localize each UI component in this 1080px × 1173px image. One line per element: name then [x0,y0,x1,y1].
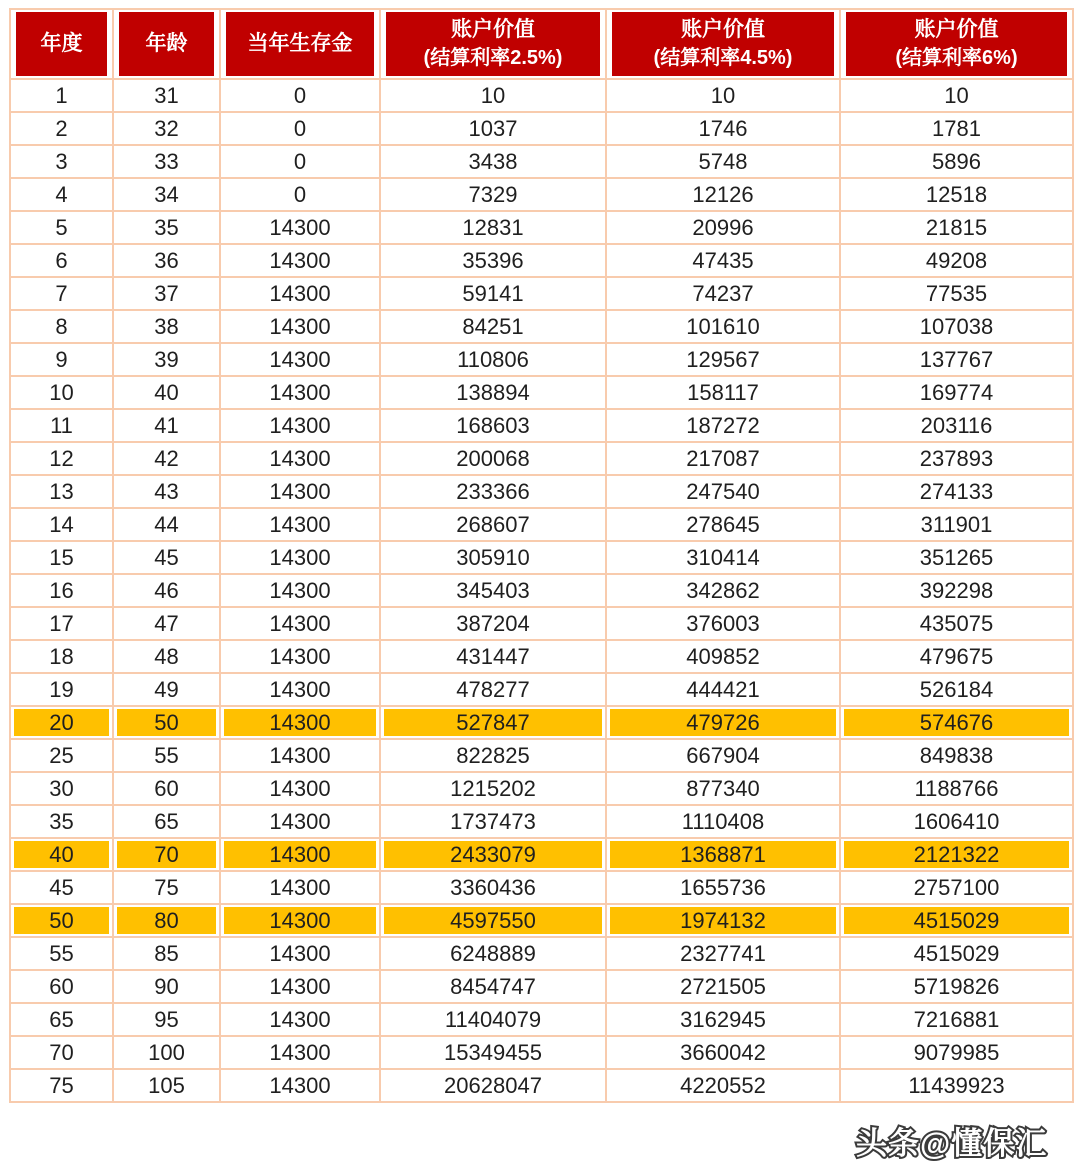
table-cell: 80 [113,904,220,937]
table-cell: 40 [10,838,113,871]
table-cell: 47 [113,607,220,640]
column-title: 当年生存金 [247,31,353,55]
table-cell: 14300 [220,343,380,376]
table-cell: 12831 [380,211,606,244]
table-cell: 20 [10,706,113,739]
column-header-5 [606,9,840,79]
table-cell: 37 [113,277,220,310]
table-cell: 14300 [220,508,380,541]
table-cell: 168603 [380,409,606,442]
table-cell: 3 [10,145,113,178]
table-cell: 247540 [606,475,840,508]
table-cell: 10 [840,79,1073,112]
table-row [10,79,1073,112]
table-cell: 479726 [606,706,840,739]
table-cell: 217087 [606,442,840,475]
table-cell: 43 [113,475,220,508]
table-cell: 50 [113,706,220,739]
table-cell: 1974132 [606,904,840,937]
table-cell: 35 [10,805,113,838]
table-cell: 8 [10,310,113,343]
table-cell: 137767 [840,343,1073,376]
table-cell: 305910 [380,541,606,574]
table-row [10,805,1073,838]
table-cell: 2327741 [606,937,840,970]
table-cell: 351265 [840,541,1073,574]
column-title: 账户价值 [914,18,999,42]
table-cell: 278645 [606,508,840,541]
table-cell: 877340 [606,772,840,805]
table-cell: 75 [10,1069,113,1102]
table-cell: 237893 [840,442,1073,475]
table-cell: 11404079 [380,1003,606,1036]
table-cell: 65 [10,1003,113,1036]
column-title: 账户价值 [681,18,765,42]
table-cell: 44 [113,508,220,541]
table-cell: 50 [10,904,113,937]
table-cell: 45 [113,541,220,574]
table-row [10,112,1073,145]
table-row [10,409,1073,442]
table-cell: 14300 [220,871,380,904]
table-cell: 11 [10,409,113,442]
table-cell: 2121322 [840,838,1073,871]
table-cell: 0 [220,145,380,178]
table-cell: 1368871 [606,838,840,871]
column-title: 年龄 [145,31,188,55]
table-row [10,772,1073,805]
table-cell: 1606410 [840,805,1073,838]
table-cell: 14300 [220,310,380,343]
table-cell: 75 [113,871,220,904]
table-cell: 479675 [840,640,1073,673]
table-row [10,343,1073,376]
header-row [10,9,1073,79]
table-cell: 39 [113,343,220,376]
table-cell: 14300 [220,607,380,640]
table-cell: 0 [220,79,380,112]
table-cell: 40 [113,376,220,409]
table-cell: 667904 [606,739,840,772]
table-cell: 33 [113,145,220,178]
table-cell: 11439923 [840,1069,1073,1102]
table-cell: 10 [380,79,606,112]
table-cell: 36 [113,244,220,277]
table-cell: 14300 [220,574,380,607]
table-cell: 1188766 [840,772,1073,805]
table-row [10,508,1073,541]
table-cell: 100 [113,1036,220,1069]
table-cell: 849838 [840,739,1073,772]
table-cell: 49208 [840,244,1073,277]
table-cell: 14300 [220,376,380,409]
table-cell: 376003 [606,607,840,640]
table-cell: 15 [10,541,113,574]
table-cell: 3162945 [606,1003,840,1036]
table-cell: 409852 [606,640,840,673]
table-row [10,970,1073,1003]
table-cell: 14300 [220,244,380,277]
table-cell: 46 [113,574,220,607]
table-cell: 74237 [606,277,840,310]
table-cell: 18 [10,640,113,673]
table-cell: 1110408 [606,805,840,838]
table-cell: 14300 [220,904,380,937]
table-cell: 84251 [380,310,606,343]
table-cell: 8454747 [380,970,606,1003]
table-cell: 129567 [606,343,840,376]
table-cell: 2433079 [380,838,606,871]
table-cell: 3438 [380,145,606,178]
table-cell: 392298 [840,574,1073,607]
table-row [10,442,1073,475]
table-cell: 200068 [380,442,606,475]
table-cell: 14300 [220,541,380,574]
table-cell: 1037 [380,112,606,145]
table-cell: 35 [113,211,220,244]
table-cell: 14300 [220,805,380,838]
table-row [10,838,1073,871]
table-cell: 95 [113,1003,220,1036]
table-cell: 55 [113,739,220,772]
table-row [10,640,1073,673]
table-cell: 14300 [220,442,380,475]
table-row [10,376,1073,409]
table-cell: 65 [113,805,220,838]
table-cell: 12 [10,442,113,475]
table-cell: 574676 [840,706,1073,739]
table-row [10,937,1073,970]
column-subtitle: (结算利率6%) [895,46,1018,69]
table-cell: 85 [113,937,220,970]
column-title: 年度 [40,31,83,55]
column-header-4 [380,9,606,79]
table-row [10,739,1073,772]
table-cell: 107038 [840,310,1073,343]
table-cell: 14300 [220,706,380,739]
table-cell: 25 [10,739,113,772]
table-cell: 70 [10,1036,113,1069]
table-cell: 2 [10,112,113,145]
table-cell: 14300 [220,409,380,442]
table-cell: 4220552 [606,1069,840,1102]
table-cell: 158117 [606,376,840,409]
table-row [10,310,1073,343]
table-cell: 20996 [606,211,840,244]
table-cell: 60 [10,970,113,1003]
table-cell: 9079985 [840,1036,1073,1069]
table-cell: 41 [113,409,220,442]
table-cell: 268607 [380,508,606,541]
table-cell: 274133 [840,475,1073,508]
table-cell: 105 [113,1069,220,1102]
table-cell: 478277 [380,673,606,706]
table-cell: 14300 [220,211,380,244]
table-row [10,871,1073,904]
table-cell: 21815 [840,211,1073,244]
table-row [10,706,1073,739]
table-cell: 5748 [606,145,840,178]
table-cell: 14300 [220,838,380,871]
table-cell: 42 [113,442,220,475]
table-cell: 59141 [380,277,606,310]
table-cell: 48 [113,640,220,673]
table-cell: 527847 [380,706,606,739]
table-cell: 1737473 [380,805,606,838]
column-header-1 [10,9,113,79]
table-cell: 45 [10,871,113,904]
table-cell: 70 [113,838,220,871]
table-cell: 3660042 [606,1036,840,1069]
table-cell: 14300 [220,970,380,1003]
table-cell: 1746 [606,112,840,145]
table-cell: 7329 [380,178,606,211]
table-row [10,145,1073,178]
table-cell: 5896 [840,145,1073,178]
table-cell: 169774 [840,376,1073,409]
column-header-2 [113,9,220,79]
table-cell: 4 [10,178,113,211]
table-cell: 7216881 [840,1003,1073,1036]
table-cell: 14300 [220,772,380,805]
table-row [10,1003,1073,1036]
table-cell: 19 [10,673,113,706]
table-cell: 14300 [220,1069,380,1102]
table-row [10,475,1073,508]
table-body [10,79,1073,1102]
table-cell: 34 [113,178,220,211]
table-cell: 203116 [840,409,1073,442]
table-cell: 2721505 [606,970,840,1003]
table-cell: 55 [10,937,113,970]
table-cell: 187272 [606,409,840,442]
benefit-table [9,8,1074,1103]
column-subtitle: (结算利率4.5%) [653,46,793,69]
column-header-3 [220,9,380,79]
table-cell: 32 [113,112,220,145]
table-cell: 9 [10,343,113,376]
table-cell: 14300 [220,937,380,970]
table-row [10,574,1073,607]
table-cell: 14300 [220,673,380,706]
table-row [10,244,1073,277]
table-cell: 4515029 [840,937,1073,970]
table-cell: 0 [220,178,380,211]
table-cell: 4515029 [840,904,1073,937]
table-cell: 14300 [220,739,380,772]
table-cell: 1215202 [380,772,606,805]
table-cell: 15349455 [380,1036,606,1069]
table-row [10,541,1073,574]
table-cell: 5 [10,211,113,244]
table-cell: 6 [10,244,113,277]
table-cell: 311901 [840,508,1073,541]
table-cell: 110806 [380,343,606,376]
table-cell: 0 [220,112,380,145]
table-row [10,673,1073,706]
table-cell: 526184 [840,673,1073,706]
table-cell: 4597550 [380,904,606,937]
table-row [10,1036,1073,1069]
table-cell: 90 [113,970,220,1003]
table-cell: 14 [10,508,113,541]
table-cell: 14300 [220,1003,380,1036]
table-cell: 30 [10,772,113,805]
table-cell: 47435 [606,244,840,277]
table-cell: 77535 [840,277,1073,310]
table-cell: 13 [10,475,113,508]
table-cell: 14300 [220,277,380,310]
table-cell: 14300 [220,640,380,673]
table-cell: 10 [606,79,840,112]
table-cell: 10 [10,376,113,409]
table-row [10,178,1073,211]
table-cell: 60 [113,772,220,805]
table-cell: 1 [10,79,113,112]
table-cell: 14300 [220,1036,380,1069]
table-cell: 49 [113,673,220,706]
table-cell: 16 [10,574,113,607]
table-cell: 345403 [380,574,606,607]
watermark: 头条@懂保汇 [856,1126,1048,1161]
table-cell: 31 [113,79,220,112]
table-cell: 14300 [220,475,380,508]
table-row [10,1069,1073,1102]
column-header-6 [840,9,1073,79]
table-cell: 35396 [380,244,606,277]
table-cell: 101610 [606,310,840,343]
table-cell: 7 [10,277,113,310]
column-subtitle: (结算利率2.5%) [423,46,563,69]
table-row [10,211,1073,244]
table-cell: 444421 [606,673,840,706]
table-cell: 822825 [380,739,606,772]
table-cell: 20628047 [380,1069,606,1102]
table-cell: 310414 [606,541,840,574]
table-cell: 17 [10,607,113,640]
table-cell: 1655736 [606,871,840,904]
table-cell: 38 [113,310,220,343]
column-title: 账户价值 [451,18,535,42]
table-cell: 3360436 [380,871,606,904]
table-cell: 233366 [380,475,606,508]
table-cell: 138894 [380,376,606,409]
table-cell: 435075 [840,607,1073,640]
table-row [10,607,1073,640]
table-cell: 342862 [606,574,840,607]
table-cell: 1781 [840,112,1073,145]
table-cell: 387204 [380,607,606,640]
table-cell: 6248889 [380,937,606,970]
table-cell: 2757100 [840,871,1073,904]
table-row [10,277,1073,310]
table-cell: 12518 [840,178,1073,211]
table-cell: 12126 [606,178,840,211]
table-row [10,904,1073,937]
table-cell: 431447 [380,640,606,673]
table-cell: 5719826 [840,970,1073,1003]
table-header [10,9,1073,79]
